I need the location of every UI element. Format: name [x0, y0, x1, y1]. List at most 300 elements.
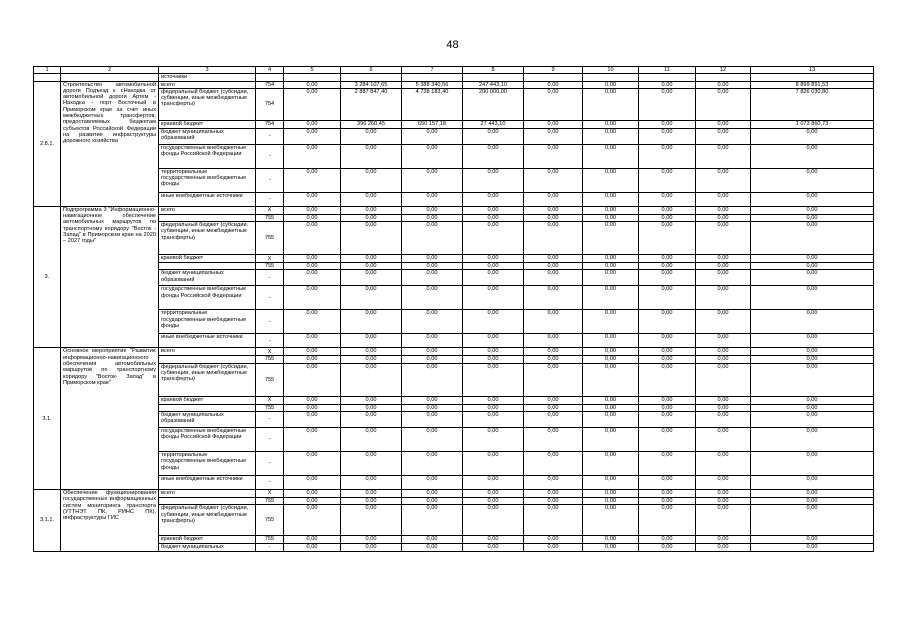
- amount-cell: 0,00: [524, 412, 583, 428]
- table-row: [34, 334, 874, 348]
- amount-cell: 0,00: [751, 412, 874, 428]
- amount-cell: 0,00: [341, 222, 402, 255]
- amount-cell: 0,00: [696, 214, 751, 221]
- amount-cell: 0,00: [402, 428, 463, 452]
- amount-cell: 0,00: [639, 168, 696, 192]
- amount-cell: 0,00: [751, 536, 874, 543]
- amount-cell: 8 899 891,53: [751, 81, 874, 88]
- amount-cell: 0,00: [463, 536, 524, 543]
- amount-cell: 0,00: [524, 263, 583, 270]
- amount-cell: 0,00: [639, 498, 696, 505]
- amount-cell: 0,00: [341, 452, 402, 476]
- amount-cell: 0,00: [341, 310, 402, 334]
- amount-cell: 0,00: [639, 214, 696, 221]
- amount-cell: 0,00: [402, 404, 463, 411]
- amount-cell: 0,00: [402, 490, 463, 498]
- grbs-code: 755: [256, 263, 284, 270]
- table-row: [34, 310, 874, 334]
- amount-cell: 0,00: [524, 144, 583, 168]
- amount-cell: 0,00: [751, 476, 874, 490]
- grbs-code: -: [256, 286, 284, 310]
- amount-cell: 0,00: [284, 128, 341, 144]
- funding-source: государственные внебюджетные фонды Российской Федерации: [159, 286, 256, 310]
- funding-source: государственные внебюджетные фонды Российской Федерации: [159, 144, 256, 168]
- table-row: [34, 452, 874, 476]
- amount-cell: 0,00: [402, 286, 463, 310]
- amount-cell: 0,00: [639, 270, 696, 286]
- amount-cell: 0,00: [696, 348, 751, 356]
- table-row: [34, 192, 874, 206]
- amount-cell: 0,00: [751, 452, 874, 476]
- amount-cell: 0,00: [341, 263, 402, 270]
- amount-cell: 0,00: [639, 490, 696, 498]
- amount-cell: 396 260,45: [341, 120, 402, 128]
- amount-cell: 0,00: [524, 498, 583, 505]
- amount-cell: 0,00: [463, 490, 524, 498]
- amount-cell: 0,00: [402, 363, 463, 396]
- grbs-code: -: [256, 168, 284, 192]
- amount-cell: 0,00: [284, 428, 341, 452]
- amount-cell: 0,00: [341, 476, 402, 490]
- amount-cell: 0,00: [583, 505, 639, 536]
- funding-source: иные внебюджетные источники: [159, 476, 256, 490]
- amount-cell: 0,00: [463, 192, 524, 206]
- amount-cell: 0,00: [524, 222, 583, 255]
- amount-cell: 0,00: [341, 356, 402, 363]
- amount-cell: 0,00: [402, 334, 463, 348]
- amount-cell: 0,00: [463, 263, 524, 270]
- grbs-code: 755: [256, 356, 284, 363]
- amount-cell: 0,00: [402, 128, 463, 144]
- funding-source: государственные внебюджетные фонды Российской Федерации: [159, 428, 256, 452]
- amount-cell: 0,00: [583, 255, 639, 263]
- amount-cell: 0,00: [524, 428, 583, 452]
- amount-cell: 0,00: [284, 88, 341, 120]
- amount-cell: 0,00: [583, 363, 639, 396]
- amount-cell: 0,00: [341, 396, 402, 404]
- amount-cell: 0,00: [402, 498, 463, 505]
- amount-cell: 0,00: [524, 214, 583, 221]
- amount-cell: 0,00: [751, 356, 874, 363]
- amount-cell: 0,00: [402, 310, 463, 334]
- funding-source: федеральный бюджет (субсидии, субвенции, иные межбюджетные трансферты): [159, 505, 256, 536]
- table-row: [34, 144, 874, 168]
- amount-cell: 0,00: [751, 310, 874, 334]
- amount-cell: 0,00: [284, 270, 341, 286]
- amount-cell: 0,00: [583, 404, 639, 411]
- amount-cell: 0,00: [696, 206, 751, 214]
- funding-source: [159, 214, 256, 221]
- amount-cell: 0,00: [696, 334, 751, 348]
- table-row: [34, 214, 874, 221]
- amount-cell: 0,00: [751, 543, 874, 551]
- amount-cell: 0,00: [524, 286, 583, 310]
- amount-cell: 0,00: [583, 428, 639, 452]
- amount-cell: 0,00: [583, 286, 639, 310]
- grbs-code: 754: [256, 120, 284, 128]
- table-row: [34, 476, 874, 490]
- amount-cell: 0,00: [696, 255, 751, 263]
- amount-cell: 0,00: [341, 348, 402, 356]
- amount-cell: 0,00: [696, 498, 751, 505]
- amount-cell: 0,00: [463, 168, 524, 192]
- amount-cell: 0,00: [524, 206, 583, 214]
- amount-cell: 0,00: [524, 192, 583, 206]
- amount-cell: 0,00: [341, 128, 402, 144]
- amount-cell: 0,00: [284, 255, 341, 263]
- amount-cell: 0,00: [341, 543, 402, 551]
- funding-source: [159, 356, 256, 363]
- amount-cell: 0,00: [402, 192, 463, 206]
- amount-cell: 0,00: [583, 88, 639, 120]
- amount-cell: 0,00: [696, 452, 751, 476]
- amount-cell: 0,00: [402, 356, 463, 363]
- amount-cell: 0,00: [463, 543, 524, 551]
- amount-cell: 0,00: [524, 476, 583, 490]
- amount-cell: 0,00: [524, 363, 583, 396]
- amount-cell: 0,00: [696, 476, 751, 490]
- grbs-code: -: [256, 334, 284, 348]
- amount-cell: 0,00: [284, 310, 341, 334]
- amount-cell: 0,00: [284, 476, 341, 490]
- amount-cell: 0,00: [524, 452, 583, 476]
- amount-cell: 0,00: [341, 404, 402, 411]
- amount-cell: 0,00: [341, 255, 402, 263]
- amount-cell: 7 826 030,80: [751, 88, 874, 120]
- amount-cell: 0,00: [402, 476, 463, 490]
- grbs-code: 755: [256, 404, 284, 411]
- table-row: [34, 404, 874, 411]
- amount-cell: 0,00: [524, 168, 583, 192]
- amount-cell: 0,00: [751, 428, 874, 452]
- grbs-code: X: [256, 490, 284, 498]
- amount-cell: 0,00: [341, 168, 402, 192]
- funding-source: всего: [159, 490, 256, 498]
- amount-cell: 0,00: [524, 120, 583, 128]
- amount-cell: 0,00: [639, 310, 696, 334]
- amount-cell: 0,00: [284, 490, 341, 498]
- amount-cell: 4 738 183,40: [402, 88, 463, 120]
- amount-cell: 0,00: [639, 348, 696, 356]
- column-header: 6: [341, 67, 402, 74]
- amount-cell: 0,00: [639, 120, 696, 128]
- funding-source: федеральный бюджет (субсидии, субвенции, иные межбюджетные трансферты): [159, 363, 256, 396]
- amount-cell: 0,00: [751, 214, 874, 221]
- amount-cell: 0,00: [751, 168, 874, 192]
- table-row: [34, 255, 874, 263]
- table-row: [34, 498, 874, 505]
- table-row: [34, 536, 874, 543]
- amount-cell: 0,00: [639, 222, 696, 255]
- amount-cell: 0,00: [583, 310, 639, 334]
- amount-cell: 0,00: [463, 498, 524, 505]
- amount-cell: 0,00: [463, 476, 524, 490]
- amount-cell: 0,00: [639, 144, 696, 168]
- amount-cell: 0,00: [463, 144, 524, 168]
- funding-source: федеральный бюджет (субсидии, субвенции, иные межбюджетные трансферты): [159, 222, 256, 255]
- amount-cell: 0,00: [341, 270, 402, 286]
- budget-table: [33, 66, 874, 552]
- amount-cell: 0,00: [524, 404, 583, 411]
- amount-cell: 0,00: [524, 356, 583, 363]
- amount-cell: 0,00: [751, 363, 874, 396]
- amount-cell: 0,00: [639, 263, 696, 270]
- amount-cell: 0,00: [751, 490, 874, 498]
- table-row: [34, 222, 874, 255]
- amount-cell: 0,00: [696, 404, 751, 411]
- funding-source: бюджет муниципальных: [159, 543, 256, 551]
- amount-cell: 0,00: [696, 543, 751, 551]
- column-header: 11: [639, 67, 696, 74]
- amount-cell: 0,00: [284, 404, 341, 411]
- amount-cell: 0,00: [751, 286, 874, 310]
- amount-cell: 0,00: [751, 206, 874, 214]
- amount-cell: 0,00: [639, 543, 696, 551]
- column-header: 8: [463, 67, 524, 74]
- amount-cell: 650 157,18: [402, 120, 463, 128]
- amount-cell: 0,00: [463, 412, 524, 428]
- amount-cell: 0,00: [341, 428, 402, 452]
- column-header: 4: [256, 67, 284, 74]
- amount-cell: 0,00: [284, 214, 341, 221]
- amount-cell: 0,00: [583, 263, 639, 270]
- amount-cell: 0,00: [341, 490, 402, 498]
- amount-cell: 0,00: [639, 452, 696, 476]
- amount-cell: 0,00: [751, 128, 874, 144]
- amount-cell: 0,00: [463, 128, 524, 144]
- amount-cell: 0,00: [284, 505, 341, 536]
- amount-cell: 0,00: [751, 192, 874, 206]
- amount-cell: 0,00: [696, 270, 751, 286]
- amount-cell: 0,00: [751, 404, 874, 411]
- column-header: 10: [583, 67, 639, 74]
- amount-cell: 0,00: [524, 536, 583, 543]
- amount-cell: 0,00: [639, 286, 696, 310]
- amount-cell: 0,00: [583, 396, 639, 404]
- table-row: [34, 428, 874, 452]
- grbs-code: -: [256, 452, 284, 476]
- amount-cell: 0,00: [751, 255, 874, 263]
- column-header: 3: [159, 67, 256, 74]
- column-header: 1: [34, 67, 61, 74]
- amount-cell: 0,00: [696, 505, 751, 536]
- grbs-code: -: [256, 310, 284, 334]
- amount-cell: 0,00: [524, 88, 583, 120]
- grbs-code: -: [256, 144, 284, 168]
- amount-cell: 0,00: [751, 144, 874, 168]
- grbs-code: -: [256, 192, 284, 206]
- amount-cell: 0,00: [639, 334, 696, 348]
- amount-cell: 0,00: [696, 356, 751, 363]
- column-header-row: [34, 67, 874, 74]
- grbs-code: -: [256, 270, 284, 286]
- program-name: Строительство автомобильной дороги Подъезд к г.Находка от автомобильной дороги Артем - Находка - порт Восточный в Приморском крае за счет иных межбюджетных трансфертов, предоставляемых бюджетам субъектов Российской Федерации на развитие инфраструктуры дорожного хозяйства: [61, 81, 159, 206]
- amount-cell: 0,00: [284, 286, 341, 310]
- amount-cell: 0,00: [583, 206, 639, 214]
- amount-cell: 0,00: [639, 192, 696, 206]
- amount-cell: 0,00: [463, 255, 524, 263]
- amount-cell: 0,00: [463, 334, 524, 348]
- funding-source: федеральный бюджет (субсидии, субвенции, иные межбюджетные трансферты): [159, 88, 256, 120]
- amount-cell: 0,00: [463, 452, 524, 476]
- amount-cell: 0,00: [402, 255, 463, 263]
- funding-source: [159, 404, 256, 411]
- amount-cell: 0,00: [639, 356, 696, 363]
- amount-cell: 0,00: [583, 192, 639, 206]
- column-header: 5: [284, 67, 341, 74]
- amount-cell: 0,00: [524, 543, 583, 551]
- amount-cell: 0,00: [639, 81, 696, 88]
- grbs-code: 755: [256, 505, 284, 536]
- column-header: 7: [402, 67, 463, 74]
- amount-cell: 0,00: [284, 263, 341, 270]
- amount-cell: 0,00: [284, 412, 341, 428]
- amount-cell: 0,00: [696, 81, 751, 88]
- amount-cell: 0,00: [583, 222, 639, 255]
- grbs-code: X: [256, 206, 284, 214]
- amount-cell: 0,00: [524, 490, 583, 498]
- amount-cell: 0,00: [463, 222, 524, 255]
- grbs-code: 755: [256, 363, 284, 396]
- amount-cell: 0,00: [463, 214, 524, 221]
- amount-cell: 3 284 107,65: [341, 81, 402, 88]
- funding-source: всего: [159, 348, 256, 356]
- amount-cell: 0,00: [751, 222, 874, 255]
- amount-cell: 0,00: [284, 120, 341, 128]
- table-row: [34, 81, 874, 88]
- amount-cell: 0,00: [463, 428, 524, 452]
- amount-cell: 0,00: [696, 396, 751, 404]
- amount-cell: 0,00: [402, 348, 463, 356]
- amount-cell: 0,00: [639, 428, 696, 452]
- grbs-code: 754: [256, 81, 284, 88]
- funding-source: [159, 498, 256, 505]
- amount-cell: 0,00: [639, 536, 696, 543]
- amount-cell: 0,00: [583, 543, 639, 551]
- amount-cell: 5 388 340,56: [402, 81, 463, 88]
- amount-cell: 0,00: [341, 192, 402, 206]
- amount-cell: 0,00: [583, 270, 639, 286]
- amount-cell: 0,00: [583, 128, 639, 144]
- grbs-code: 755: [256, 536, 284, 543]
- amount-cell: 0,00: [284, 363, 341, 396]
- funding-source: территориальные государственные внебюджетные фонды: [159, 168, 256, 192]
- grbs-code: -: [256, 476, 284, 490]
- grbs-code: 755: [256, 214, 284, 221]
- amount-cell: 0,00: [639, 363, 696, 396]
- amount-cell: 0,00: [583, 348, 639, 356]
- grbs-code: -: [256, 412, 284, 428]
- amount-cell: 0,00: [524, 348, 583, 356]
- amount-cell: 0,00: [402, 263, 463, 270]
- amount-cell: 0,00: [524, 310, 583, 334]
- amount-cell: 0,00: [402, 168, 463, 192]
- amount-cell: 0,00: [341, 536, 402, 543]
- amount-cell: 0,00: [402, 214, 463, 221]
- amount-cell: 0,00: [341, 505, 402, 536]
- table-row: [34, 412, 874, 428]
- amount-cell: 0,00: [463, 270, 524, 286]
- amount-cell: 0,00: [639, 255, 696, 263]
- amount-cell: 0,00: [402, 412, 463, 428]
- amount-cell: 0,00: [639, 505, 696, 536]
- amount-cell: 0,00: [583, 168, 639, 192]
- amount-cell: 0,00: [583, 452, 639, 476]
- amount-cell: 0,00: [524, 505, 583, 536]
- amount-cell: 0,00: [696, 144, 751, 168]
- amount-cell: 0,00: [583, 490, 639, 498]
- amount-cell: 0,00: [284, 144, 341, 168]
- amount-cell: 0,00: [639, 476, 696, 490]
- table-row: [34, 505, 874, 536]
- amount-cell: 0,00: [583, 334, 639, 348]
- row-number: 3.1.: [34, 348, 61, 490]
- amount-cell: 1 073 860,73: [751, 120, 874, 128]
- amount-cell: 0,00: [463, 310, 524, 334]
- amount-cell: 0,00: [583, 498, 639, 505]
- amount-cell: 27 443,10: [463, 120, 524, 128]
- amount-cell: 0,00: [639, 128, 696, 144]
- amount-cell: 0,00: [696, 490, 751, 498]
- amount-cell: 0,00: [639, 404, 696, 411]
- amount-cell: 0,00: [696, 128, 751, 144]
- amount-cell: 0,00: [751, 348, 874, 356]
- funding-source: [159, 263, 256, 270]
- table-row: [34, 396, 874, 404]
- amount-cell: 0,00: [696, 222, 751, 255]
- amount-cell: 0,00: [284, 206, 341, 214]
- amount-cell: 0,00: [341, 334, 402, 348]
- amount-cell: 0,00: [696, 363, 751, 396]
- amount-cell: 0,00: [402, 144, 463, 168]
- amount-cell: 0,00: [696, 536, 751, 543]
- amount-cell: 0,00: [402, 505, 463, 536]
- table-row: [34, 363, 874, 396]
- grbs-code: -: [256, 543, 284, 551]
- amount-cell: 0,00: [751, 396, 874, 404]
- amount-cell: 247 443,10: [463, 81, 524, 88]
- row-number: 2.8.1.: [34, 81, 61, 206]
- amount-cell: 0,00: [696, 412, 751, 428]
- grbs-code: X: [256, 255, 284, 263]
- amount-cell: 0,00: [751, 263, 874, 270]
- amount-cell: 0,00: [639, 412, 696, 428]
- column-header: 13: [751, 67, 874, 74]
- amount-cell: 0,00: [463, 505, 524, 536]
- amount-cell: 0,00: [284, 81, 341, 88]
- amount-cell: 0,00: [696, 120, 751, 128]
- table-row: [34, 128, 874, 144]
- grbs-code: X: [256, 348, 284, 356]
- table-row: [34, 490, 874, 498]
- grbs-code: 754: [256, 88, 284, 120]
- column-header: 12: [696, 67, 751, 74]
- amount-cell: 0,00: [583, 536, 639, 543]
- table-row: [34, 120, 874, 128]
- funding-source: территориальные государственные внебюджетные фонды: [159, 452, 256, 476]
- amount-cell: 0,00: [284, 536, 341, 543]
- amount-cell: 0,00: [524, 128, 583, 144]
- amount-cell: 0,00: [341, 412, 402, 428]
- row-number: 3.1.1.: [34, 490, 61, 552]
- amount-cell: 0,00: [524, 396, 583, 404]
- amount-cell: 0,00: [751, 498, 874, 505]
- amount-cell: 0,00: [341, 286, 402, 310]
- amount-cell: 0,00: [284, 452, 341, 476]
- table-row: [34, 356, 874, 363]
- table-row: [34, 270, 874, 286]
- amount-cell: 0,00: [402, 543, 463, 551]
